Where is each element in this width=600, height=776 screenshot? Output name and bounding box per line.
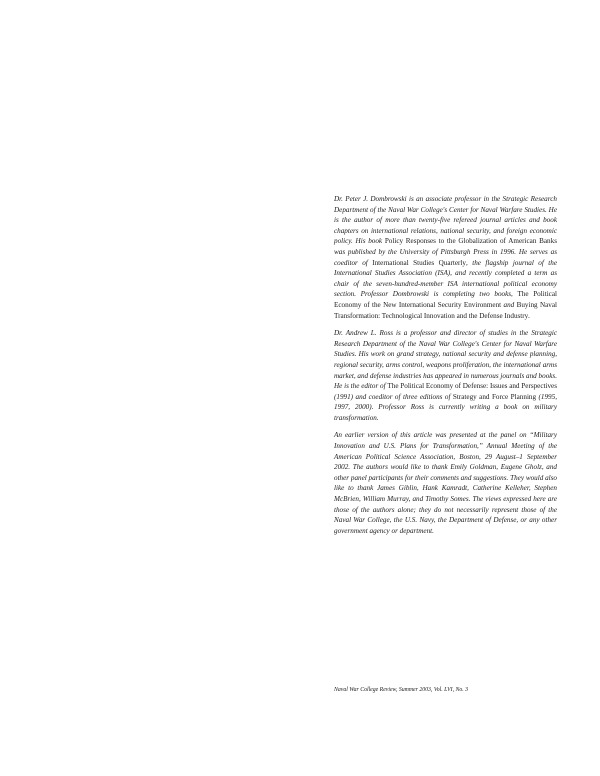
- body-text: (1991) and coeditor of three editions of: [334, 392, 453, 401]
- body-text: An earlier version of this article was presented at the panel on “Military Innovation and U.S. Plans for Transformation,” Annual Meeting of the American Political Science Association, Boston, 29 August–1 September 2002. The authors would like to thank Emily Goldman, Eugene Gholz, and other panel participants for their comments and suggestions. They would also like to thank James Giblin, Hank Kamradt, Catherine Kelleher, Stephen McBrien, William Murray, and Timothy Somes. The views expressed here are those of the authors alone; they do not necessarily represent those of the Naval War College, the U.S. Navy, the Department of Defense, or any other government agency or department.: [334, 431, 557, 535]
- body-text: .: [528, 311, 531, 320]
- acknowledgment-note: [334, 430, 557, 536]
- body-text: , the flagship journal of the International Studies Association (ISA), and recently completed a term as chair of the seven-hundred-member ISA international political economy section. Professor Dombrowski is completing two books,: [334, 258, 557, 299]
- title-text: Buying Naval Transformation: Technological Innovation and the Defense Industry: [334, 300, 558, 320]
- title-text: The Political Economy of the New International Security Environment: [334, 290, 558, 309]
- title-text: Policy Responses to the Globalization of American Banks: [384, 237, 557, 246]
- body-text: (1995, 1997, 2000). Professor Ross is currently writing a book on military transformation.: [334, 392, 557, 422]
- journal-citation: Naval War College Review, Summer 2003, Vol. LVI, No. 3: [334, 687, 469, 693]
- bio-ross: [334, 328, 557, 423]
- body-text: Dr. Andrew L. Ross is a professor and director of studies in the Strategic Research Department of the Naval War College's Center for Naval Warfare Studies. His work on grand strategy, national security and defense planning, regional security, arms control, weapons proliferation, the international arms market, and defense industries has appeared in numerous journals and books. He is the editor of: [334, 329, 557, 391]
- body-text: and: [501, 300, 517, 309]
- body-text: was published by the University of Pittsburgh Press in 1996. He serves as coeditor of: [334, 247, 557, 267]
- body-text: Dr. Peter J. Dombrowski is an associate professor in the Strategic Research Department of the Naval War College's Center for Naval Warfare Studies. He is the author of more than twenty-five refereed journal articles and book chapters on international relations, national security, and foreign economic policy. His book: [334, 195, 557, 246]
- title-text: International Studies Quarterly: [372, 258, 466, 267]
- author-notes: [334, 194, 557, 543]
- title-text: The Political Economy of Defense: Issues and Perspectives: [387, 382, 557, 391]
- bio-dombrowski: [334, 194, 557, 321]
- title-text: Strategy and Force Planning: [452, 392, 537, 401]
